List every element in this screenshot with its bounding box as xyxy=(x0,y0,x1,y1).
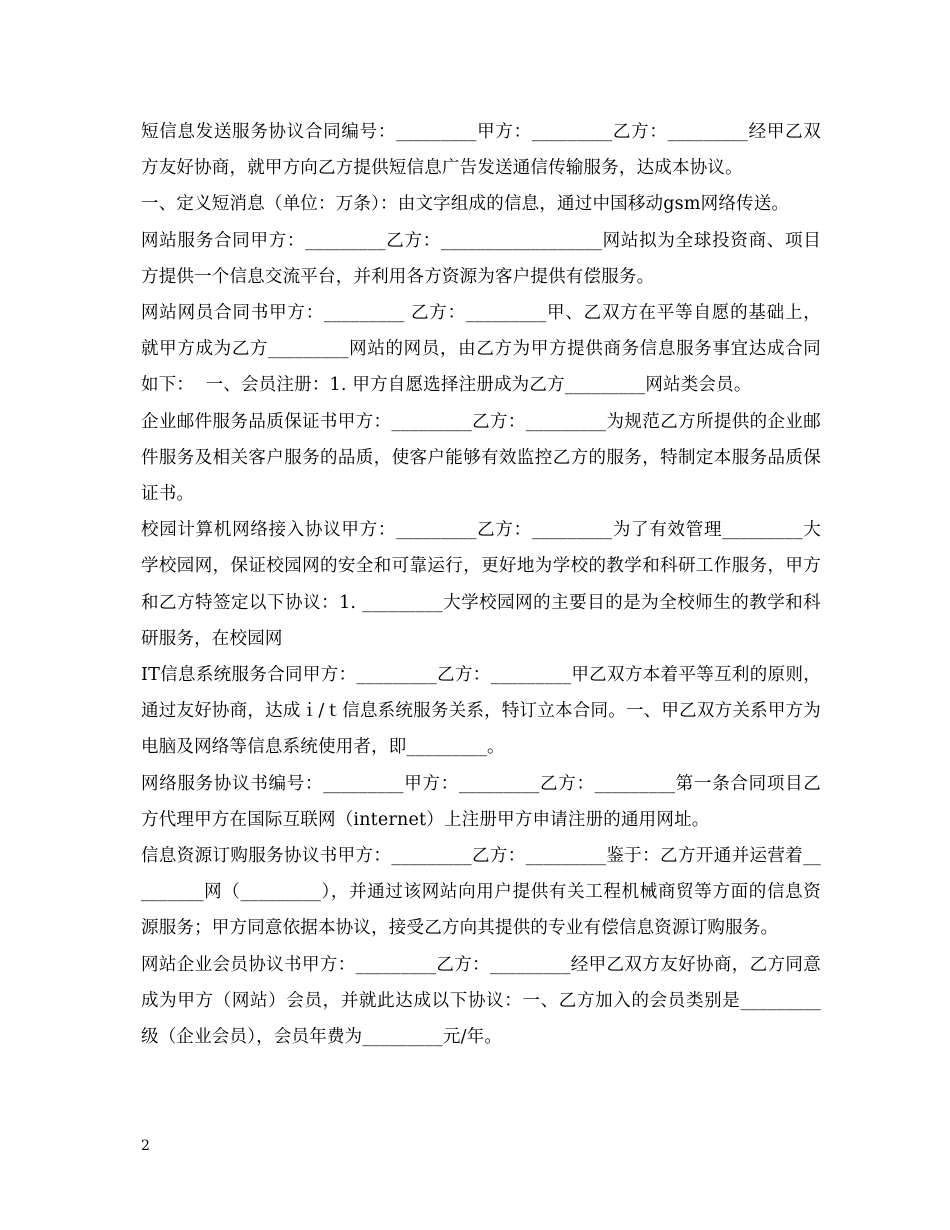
paragraph-enterprise-member-agreement: 网站企业会员协议书甲方：_________乙方：_________经甲乙双方友好协商，乙方同意成为甲方（网站）会员，并就此达成以下协议：一、乙方加入的会员类别是_________级（企业会员），会员年费为_________元/年。 xyxy=(141,954,821,1048)
paragraph-website-service-contract: 网站服务合同甲方：_________乙方：__________________网站拟为全球投资商、项目方提供一个信息交流平台，并利用各方资源为客户提供有偿服务。 xyxy=(141,230,821,287)
paragraph-network-service-agreement: 网络服务协议书编号：_________甲方：_________乙方：_________第一条合同项目乙方代理甲方在国际互联网（internet）上注册甲方申请注册的通用网址。 xyxy=(141,773,821,830)
paragraph-website-member-contract: 网站网员合同书甲方：_________ 乙方：_________甲、乙双方在平等自愿的基础上，就甲方成为乙方_________网站的网员，由乙方为甲方提供商务信息服务事宜达成合同如下： 一、会员注册：1. 甲方自愿选择注册成为乙方_________网站类会员。 xyxy=(141,303,821,396)
page-number: 2 xyxy=(141,1138,150,1154)
document-body xyxy=(141,114,821,1055)
paragraph-sms-definition: 一、定义短消息（单位：万条）：由文字组成的信息，通过中国移动gsm网络传送。 xyxy=(141,194,790,215)
paragraph-it-service-contract: IT信息系统服务合同甲方：_________乙方：_________甲乙双方本着平等互利的原则，通过友好协商，达成ｉ/ｔ信息系统服务关系，特订立本合同。一、甲乙双方关系甲方为电脑及网络等信息系统使用者，即_________。 xyxy=(141,665,821,758)
paragraph-sms-service-agreement: 短信息发送服务协议合同编号：_________甲方：_________乙方：_________经甲乙双方友好协商，就甲方向乙方提供短信息广告发送通信传输服务，达成本协议。 xyxy=(141,122,821,179)
paragraph-email-quality-guarantee: 企业邮件服务品质保证书甲方：_________乙方：_________为规范乙方所提供的企业邮件服务及相关客户服务的品质，使客户能够有效监控乙方的服务，特制定本服务品质保证书。 xyxy=(141,411,821,505)
paragraph-info-resource-agreement: 信息资源订购服务协议书甲方：_________乙方：_________鉴于：乙方开通并运营着_________网（_________），并通过该网站向用户提供有关工程机械商贸等方面的信息资源服务；甲方同意依据本协议，接受乙方向其提供的专业有偿信息资源订购服务。 xyxy=(141,846,821,939)
paragraph-campus-network-agreement: 校园计算机网络接入协议甲方：_________乙方：_________为了有效管理_________大学校园网，保证校园网的安全和可靠运行，更好地为学校的教学和科研工作服务，甲方和乙方特签定以下协议：1. _________大学校园网的主要目的是为全校师生的教学和科研服务，在校园网 xyxy=(141,520,821,649)
